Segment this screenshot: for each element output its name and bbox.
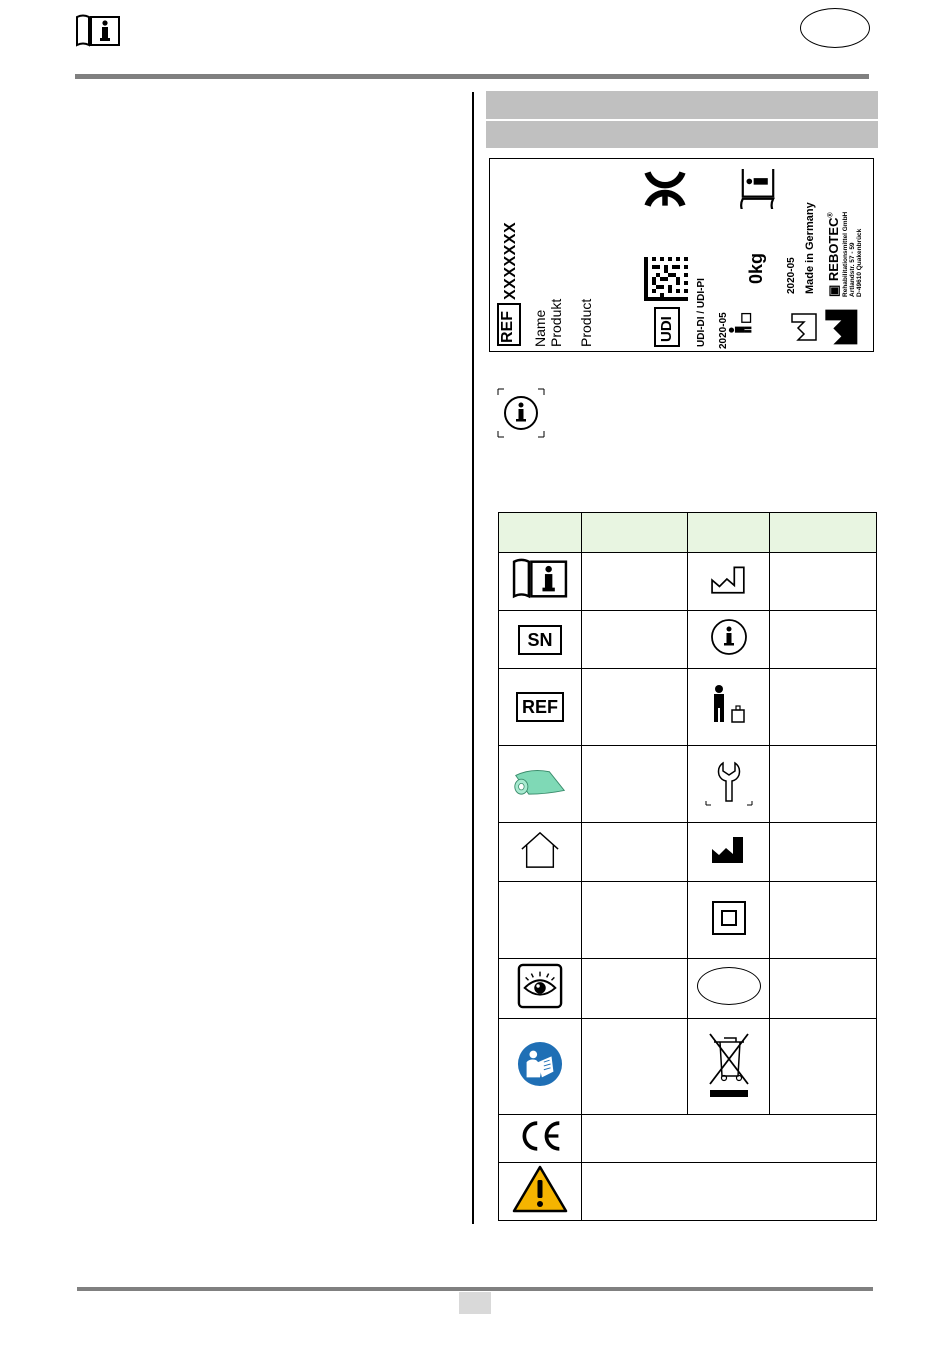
visual-inspection-icon [517,963,563,1009]
protection-class-ii-icon [711,900,747,936]
instruction-manual-icon [511,558,569,600]
table-row [499,1019,877,1115]
symbol-cell [499,669,582,746]
max-user-weight-icon [707,683,751,727]
description-cell [770,823,877,882]
ref-number: XXXXXXX [502,221,519,300]
symbol-cell [499,553,582,611]
sn-box: SN [518,625,561,655]
description-cell [582,823,688,882]
read-manual-mandatory-icon [517,1041,563,1087]
table-header-row [499,513,877,553]
symbol-cell [688,823,770,882]
header-cell [770,513,877,553]
instructions-icon [733,169,783,209]
table-row [499,882,877,959]
header-cell [582,513,688,553]
header-cell [688,513,770,553]
name-label: Name [532,309,548,347]
ref-mark-text: REF [499,311,516,343]
cleaning-roll-icon [512,766,568,798]
symbol-cell [499,1163,582,1221]
description-cell [582,1115,877,1163]
manufacturer-icon [820,307,860,347]
udi-mark-text: UDI [658,316,675,342]
symbol-cell [688,882,770,959]
city-line: D-49610 Quakenbrück [856,228,863,297]
type-label-plate [489,158,874,352]
symbol-cell [499,823,582,882]
table-row [499,823,877,882]
table-row [499,746,877,823]
udi-caption: UDI-DI / UDI-PI [696,278,707,347]
ref-box: REF [516,692,564,722]
symbol-cell [688,959,770,1019]
description-cell [770,669,877,746]
description-cell [582,882,688,959]
brand-name: ▣ REBOTEC® [826,212,841,297]
produkt-label: Produkt [548,298,564,347]
table-row [499,959,877,1019]
description-cell [770,746,877,823]
description-cell [582,669,688,746]
country-oval [697,967,761,1005]
header-rule [75,74,869,79]
header-cell [499,513,582,553]
symbol-cell [499,882,582,959]
table-row [499,1115,877,1163]
language-badge [800,8,870,48]
weee-bin-icon [704,1028,754,1100]
weight-value: 0kg [746,252,766,284]
description-cell [770,882,877,959]
product-label: Product [578,298,594,347]
symbol-cell [499,1115,582,1163]
date-of-manufacture-icon [788,309,818,345]
warning-icon [512,1164,568,1214]
manufacturer-icon [709,833,749,867]
description-cell [770,959,877,1019]
symbol-cell [499,959,582,1019]
table-row [499,669,877,746]
street-line: Artlandstr. 57 - 59 [849,242,856,297]
symbols-table [498,512,877,1221]
symbol-cell [499,611,582,669]
symbol-cell [688,746,770,823]
description-cell [582,746,688,823]
symbol-cell [499,746,582,823]
description-cell [582,1163,877,1221]
description-cell [770,1019,877,1115]
description-cell [770,611,877,669]
max-user-weight-icon [728,309,754,339]
instruction-manual-icon [75,14,121,48]
description-cell [770,553,877,611]
symbol-cell [688,611,770,669]
made-in-germany: Made in Germany [804,202,816,294]
description-cell [582,1019,688,1115]
table-row [499,553,877,611]
datamatrix-code [644,257,688,301]
symbol-cell [688,669,770,746]
page-number-box [459,1292,491,1314]
date-of-manufacture-icon [707,561,751,597]
footer-rule [77,1287,873,1291]
ce-mark-icon [642,159,688,221]
information-icon [497,388,545,438]
manufacture-date-right: 2020-05 [786,257,797,294]
house-icon [518,830,562,870]
table-row [499,611,877,669]
company-line: Rehabilitationsmittel GmbH [842,211,849,297]
table-row [499,1163,877,1221]
symbol-cell [688,1019,770,1115]
description-cell [582,553,688,611]
column-divider [472,92,474,1224]
manufacture-date-left: 2020-05 [718,312,729,349]
description-cell [582,611,688,669]
wrench-service-icon [704,757,754,807]
section-heading-band [486,91,878,119]
symbol-cell [499,1019,582,1115]
ce-mark-icon [517,1119,563,1153]
section-subheading-band [486,121,878,148]
symbol-cell [688,553,770,611]
description-cell [582,959,688,1019]
information-icon [709,617,749,657]
